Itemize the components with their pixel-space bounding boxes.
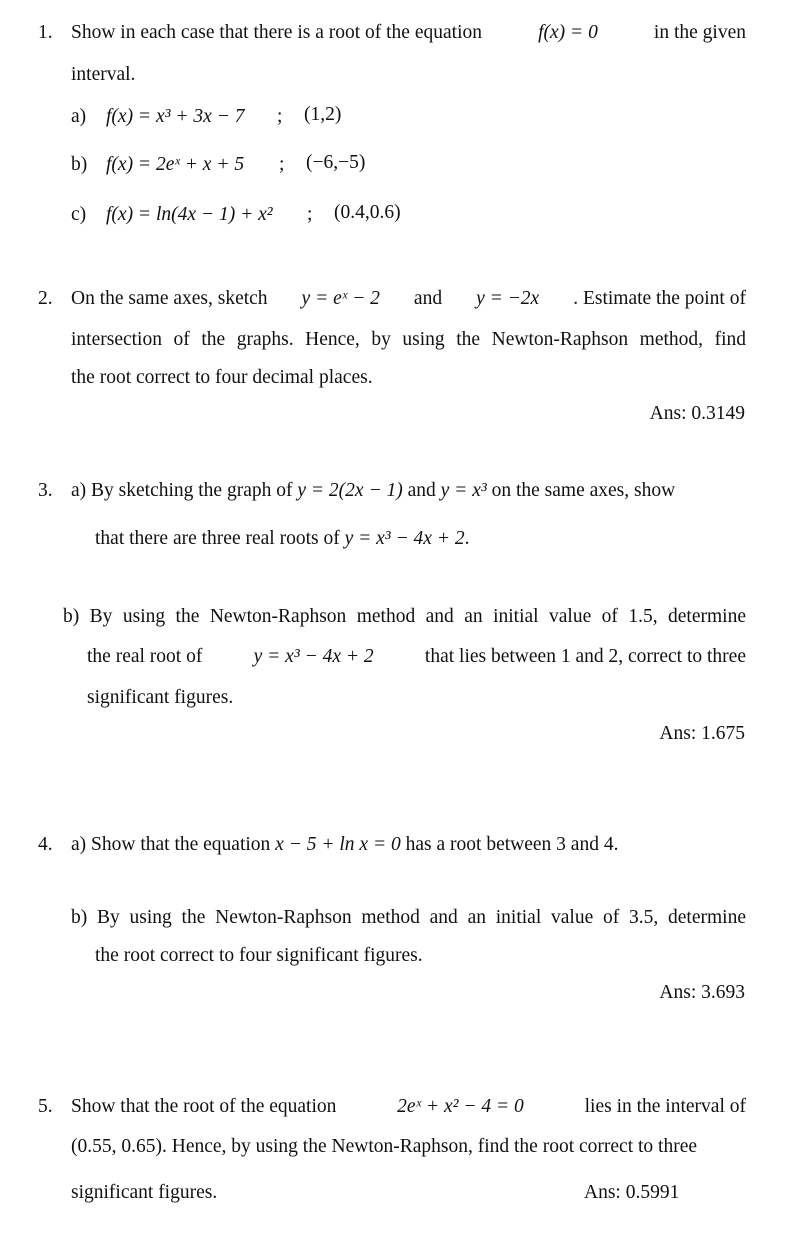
question-1-line-1 (71, 22, 746, 44)
question-5-text-3: . Hence, by using the Newton-Raphson, find the root correct to three (162, 1136, 698, 1157)
question-1-part-c-function: f(x) = ln(4x − 1) + x² (106, 204, 273, 225)
question-3b-line-1: b) By using the Newton-Raphson method and an initial value of 1.5, determine (63, 606, 746, 627)
question-4-number: 4. (38, 834, 53, 855)
question-3b-equation: y = x³ − 4x + 2 (253, 646, 374, 667)
question-3a-equation-1: y = 2(2x − 1) (297, 480, 403, 501)
question-1-part-b-interval: (−6,−5) (306, 152, 366, 173)
question-2-line-3: the root correct to four decimal places. (71, 367, 373, 388)
question-2-line-1 (71, 288, 746, 310)
question-2-equation-2: y = −2x (476, 288, 540, 309)
question-1-stem-text: Show in each case that there is a root of the equation (71, 22, 482, 43)
question-3b-text: the real root of (87, 646, 203, 667)
question-1-stem-equation: f(x) = 0 (538, 22, 598, 43)
question-3-number: 3. (38, 480, 53, 501)
question-1-part-a-separator: ; (277, 106, 283, 127)
question-2-equation-1: y = eˣ − 2 (301, 288, 380, 309)
question-1-number: 1. (38, 22, 53, 43)
question-5-interval: (0.55, 0.65) (71, 1136, 162, 1157)
question-3a-line-2 (95, 528, 470, 550)
question-4a-text-2: has a root between 3 and 4. (405, 834, 619, 855)
question-1-part-a-function: f(x) = x³ + 3x − 7 (106, 106, 245, 127)
question-3b-line-3: significant figures. (87, 687, 234, 708)
question-3-answer: Ans: 1.675 (659, 723, 745, 744)
question-1-part-c-separator: ; (307, 204, 313, 225)
question-2-text: On the same axes, sketch (71, 288, 268, 309)
question-2-number: 2. (38, 288, 53, 309)
question-5-text: Show that the root of the equation (71, 1096, 337, 1117)
question-2-and: and (413, 288, 443, 309)
question-2-text-2: . Estimate the point of (573, 288, 746, 309)
question-3a-period: . (464, 528, 470, 549)
question-5-line-2 (71, 1136, 697, 1158)
question-5-text-2: lies in the interval of (584, 1096, 746, 1117)
question-5-equation: 2eˣ + x² − 4 = 0 (397, 1096, 524, 1117)
question-3a-and: and (407, 480, 436, 501)
question-3a-line-1 (71, 480, 675, 502)
question-3a-equation-2: y = x³ (440, 480, 487, 501)
question-1-part-b-separator: ; (279, 154, 285, 175)
question-3b-line-2 (87, 646, 746, 668)
question-2-line-2: intersection of the graphs. Hence, by using the Newton-Raphson method, find (71, 329, 746, 350)
question-1-part-a-label: a) (71, 106, 87, 127)
question-3a-equation-3: y = x³ − 4x + 2 (344, 528, 465, 549)
question-5-answer: Ans: 0.5991 (584, 1182, 680, 1203)
question-1-part-b-function: f(x) = 2eˣ + x + 5 (106, 154, 245, 175)
question-4a-text: a) Show that the equation (71, 834, 271, 855)
question-1-part-a-interval: (1,2) (304, 104, 342, 125)
question-5-line-3: significant figures. (71, 1182, 218, 1203)
question-5-line-1 (71, 1096, 746, 1118)
question-3a-text: a) By sketching the graph of (71, 480, 293, 501)
question-4b-line-2: the root correct to four significant figures. (95, 945, 423, 966)
question-1-part-c-label: c) (71, 204, 87, 225)
question-4b-line-1: b) By using the Newton-Raphson method and an initial value of 3.5, determine (71, 907, 746, 928)
question-4a-equation: x − 5 + ln x = 0 (275, 834, 401, 855)
question-3a-text-3: that there are three real roots of (95, 528, 340, 549)
question-1-line-2: interval. (71, 64, 136, 85)
question-3a-text-2: on the same axes, show (491, 480, 676, 501)
question-1-part-c-interval: (0.4,0.6) (334, 202, 401, 223)
question-4a-line-1 (71, 834, 618, 856)
question-4-answer: Ans: 3.693 (659, 982, 745, 1003)
question-2-answer: Ans: 0.3149 (649, 403, 745, 424)
question-1-part-b-label: b) (71, 154, 88, 175)
question-5-number: 5. (38, 1096, 53, 1117)
question-1-stem-text-2: in the given (653, 22, 746, 43)
question-3b-text-2: that lies between 1 and 2, correct to three (424, 646, 746, 667)
